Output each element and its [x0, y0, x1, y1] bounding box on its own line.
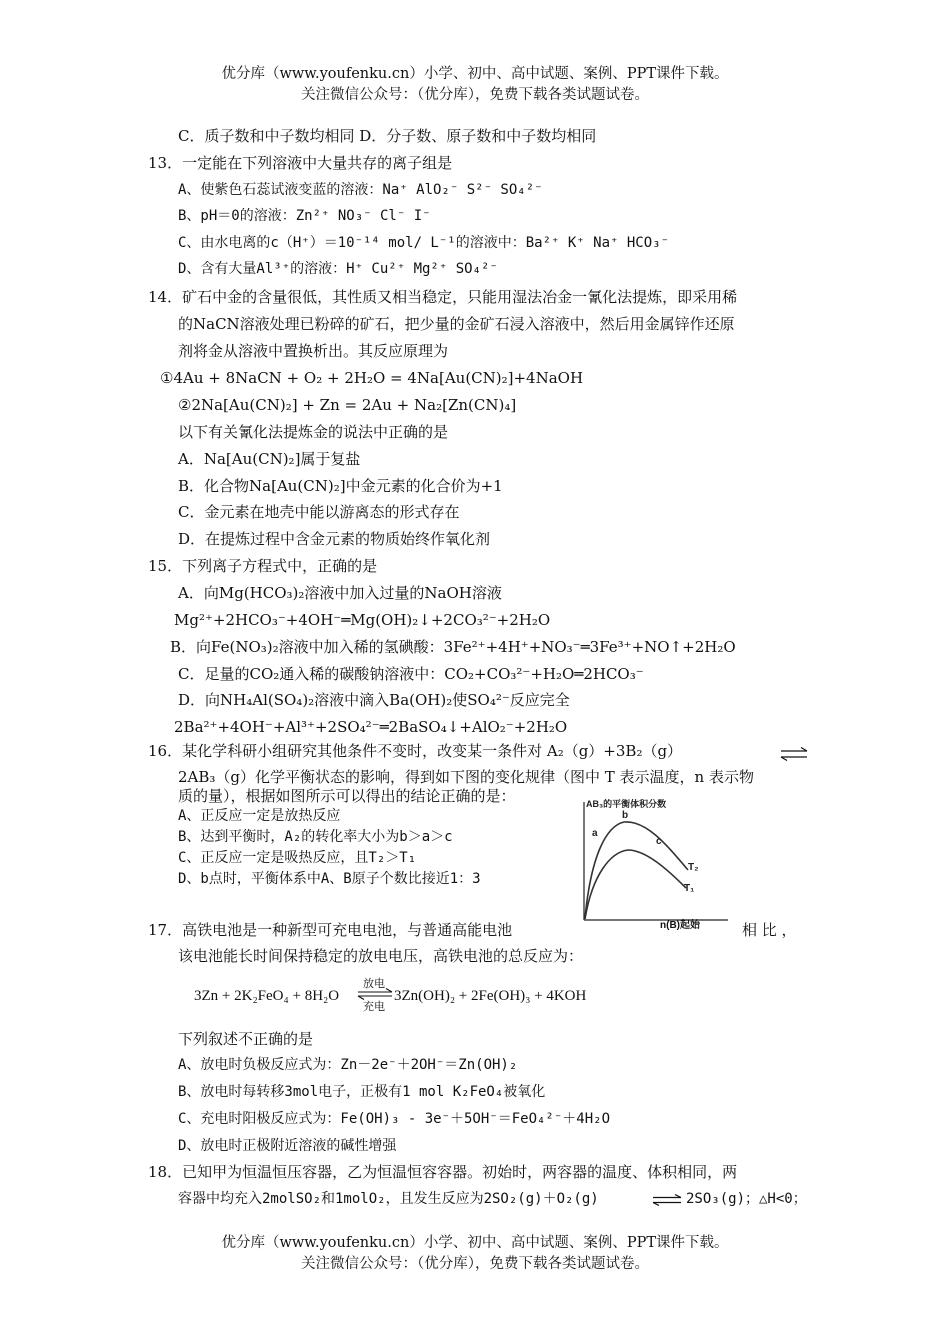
q14-equation-1: ①4Au + 8NaCN + O₂ + 2H₂O = 4Na[Au(CN)₂]+4NaOH	[160, 369, 584, 387]
q13-stem: 13．一定能在下列溶液中大量共存的离子组是	[148, 154, 453, 172]
graph-point-c: c	[656, 836, 662, 847]
eq-right: 3Zn(OH)₂ + 2Fe(OH)₃ + 4KOH	[394, 988, 587, 1004]
q13-option-a: A、使紫色石蕊试液变蓝的溶液：Na⁺ AlO₂⁻ S²⁻ SO₄²⁻	[178, 182, 543, 198]
q16-stem-2: 2AB₃（g）化学平衡状态的影响，得到如下图的变化规律（图中 T 表示温度，n 表示物	[178, 768, 754, 786]
q18-stem-1: 18．已知甲为恒温恒压容器，乙为恒温恒容容器。初始时，两容器的温度、体积相同，两	[148, 1163, 738, 1181]
q17-option-a: A、放电时负极反应式为：Zn－2e⁻＋2OH⁻＝Zn(OH)₂	[178, 1057, 518, 1073]
q16-option-a: A、正反应一定是放热反应	[178, 808, 341, 824]
battery-reaction-equation	[190, 976, 630, 1014]
q14-equation-2: ②2Na[Au(CN)₂] + Zn = 2Au + Na₂[Zn(CN)₄]	[178, 396, 517, 414]
q15-option-a-1: A．向Mg(HCO₃)₂溶液中加入过量的NaOH溶液	[178, 584, 502, 602]
q14-stem-1: 14．矿石中金的含量很低，其性质又相当稳定，只能用湿法冶金一氰化法提炼，即采用稀	[148, 288, 738, 306]
q16-option-d: D、b点时，平衡体系中A、B原子个数比接近1：3	[178, 871, 481, 887]
q14-option-d: D．在提炼过程中含金元素的物质始终作氧化剂	[178, 530, 491, 548]
q18-stem-2: 容器中均充入2molSO₂和1molO₂，且发生反应为2SO₂(g)＋O₂(g)	[178, 1191, 599, 1207]
q16-stem-1: 16．某化学科研小组研究其他条件不变时，改变某一条件对 A₂（g）+3B₂（g）	[148, 742, 683, 760]
q14-option-b: B．化合物Na[Au(CN)₂]中金元素的化合价为+1	[178, 477, 503, 495]
q17-option-c: C、充电时阳极反应式为：Fe(OH)₃ - 3e⁻＋5OH⁻＝FeO₄²⁻＋4H₂O	[178, 1111, 611, 1127]
q15-option-d-2: 2Ba²⁺+4OH⁻+Al³⁺+2SO₄²⁻═2BaSO₄↓+AlO₂⁻+2H₂O	[174, 718, 568, 736]
q16-stem-3: 质的量），根据如图所示可以得出的结论正确的是：	[178, 787, 516, 805]
graph-label-t2: T₂	[688, 862, 699, 873]
q13-option-c: C、由水电离的c（H⁺）＝10⁻¹⁴ mol/ L⁻¹的溶液中：Ba²⁺ K⁺ Na⁺ HCO₃⁻	[178, 235, 670, 251]
q13-option-b: B、pH＝0的溶液：Zn²⁺ NO₃⁻ Cl⁻ I⁻	[178, 208, 431, 224]
reversible-arrow-icon	[652, 1194, 682, 1206]
reversible-arrow-icon	[358, 989, 392, 1000]
equilibrium-arrow-icon	[780, 747, 808, 761]
q16-option-b: B、达到平衡时，A₂的转化率大小为b＞a＞c	[178, 829, 453, 845]
header-line-2: 关注微信公众号：（优分库），免费下载各类试题试卷。	[301, 87, 649, 103]
q17-option-b: B、放电时每转移3mol电子，正极有1 mol K₂FeO₄被氧化	[178, 1084, 546, 1100]
footer-line-1: 优分库（www.youfenku.cn）小学、初中、高中试题、案例、PPT课件下载。	[221, 1235, 729, 1251]
header-line-1: 优分库（www.youfenku.cn）小学、初中、高中试题、案例、PPT课件下载。	[221, 66, 729, 82]
eq-left: 3Zn + 2K₂FeO₄ + 8H₂O	[194, 988, 340, 1004]
q15-stem: 15．下列离子方程式中，正确的是	[148, 557, 378, 575]
q14-option-c: C．金元素在地壳中能以游离态的形式存在	[178, 503, 460, 521]
q17-stem-2: 该电池能长时间保持稳定的放电电压，高铁电池的总反应为：	[178, 947, 584, 965]
eq-label-discharge: 放电	[363, 977, 385, 990]
q12-options: C．质子数和中子数均相同 D．分子数、原子数和中子数均相同	[178, 127, 597, 145]
q17-stem-1: 17．高铁电池是一种新型可充电电池，与普通高能电池	[148, 921, 513, 939]
q14-stem-2: 的NaCN溶液处理已粉碎的矿石，把少量的金矿石浸入溶液中，然后用金属锌作还原	[178, 315, 735, 333]
graph-point-b: b	[622, 810, 629, 821]
q15-option-b: B．向Fe(NO₃)₂溶液中加入稀的氢碘酸：3Fe²⁺+4H⁺+NO₃⁻═3Fe³⁺+NO↑+2H₂O	[170, 638, 736, 656]
q14-ask: 以下有关氰化法提炼金的说法中正确的是	[178, 423, 449, 441]
graph-point-a: a	[592, 828, 598, 839]
q17-ask: 下列叙述不正确的是	[178, 1030, 314, 1048]
q14-option-a: A．Na[Au(CN)₂]属于复盐	[178, 450, 361, 468]
q17-stem-1-end: 相 比 ，	[742, 921, 797, 939]
q14-stem-3: 剂将金从溶液中置换析出。其反应原理为	[178, 342, 449, 360]
graph-xlabel: n(B)起始	[660, 920, 700, 931]
q13-option-d: D、含有大量Al³⁺的溶液：H⁺ Cu²⁺ Mg²⁺ SO₄²⁻	[178, 261, 498, 277]
q15-option-a-2: Mg²⁺+2HCO₃⁻+4OH⁻═Mg(OH)₂↓+2CO₃²⁻+2H₂O	[174, 611, 551, 629]
q17-option-d: D、放电时正极附近溶液的碱性增强	[178, 1138, 397, 1154]
equilibrium-graph	[576, 796, 736, 930]
q15-option-c: C．足量的CO₂通入稀的碳酸钠溶液中：CO₂+CO₃²⁻+H₂O═2HCO₃⁻	[178, 665, 644, 683]
q16-option-c: C、正反应一定是吸热反应，且T₂＞T₁	[178, 850, 417, 866]
eq-label-charge: 充电	[363, 1000, 385, 1013]
footer-line-2: 关注微信公众号：（优分库），免费下载各类试题试卷。	[301, 1256, 649, 1272]
q18-stem-2-end: 2SO₃(g)；△H<0；	[686, 1191, 807, 1207]
curve-t2	[585, 822, 688, 918]
curve-t1	[585, 850, 686, 919]
graph-ylabel: AB₃的平衡体积分数	[586, 799, 667, 809]
graph-label-t1: T₁	[684, 883, 695, 894]
q15-option-d-1: D．向NH₄Al(SO₄)₂溶液中滴入Ba(OH)₂使SO₄²⁻反应完全	[178, 691, 570, 709]
